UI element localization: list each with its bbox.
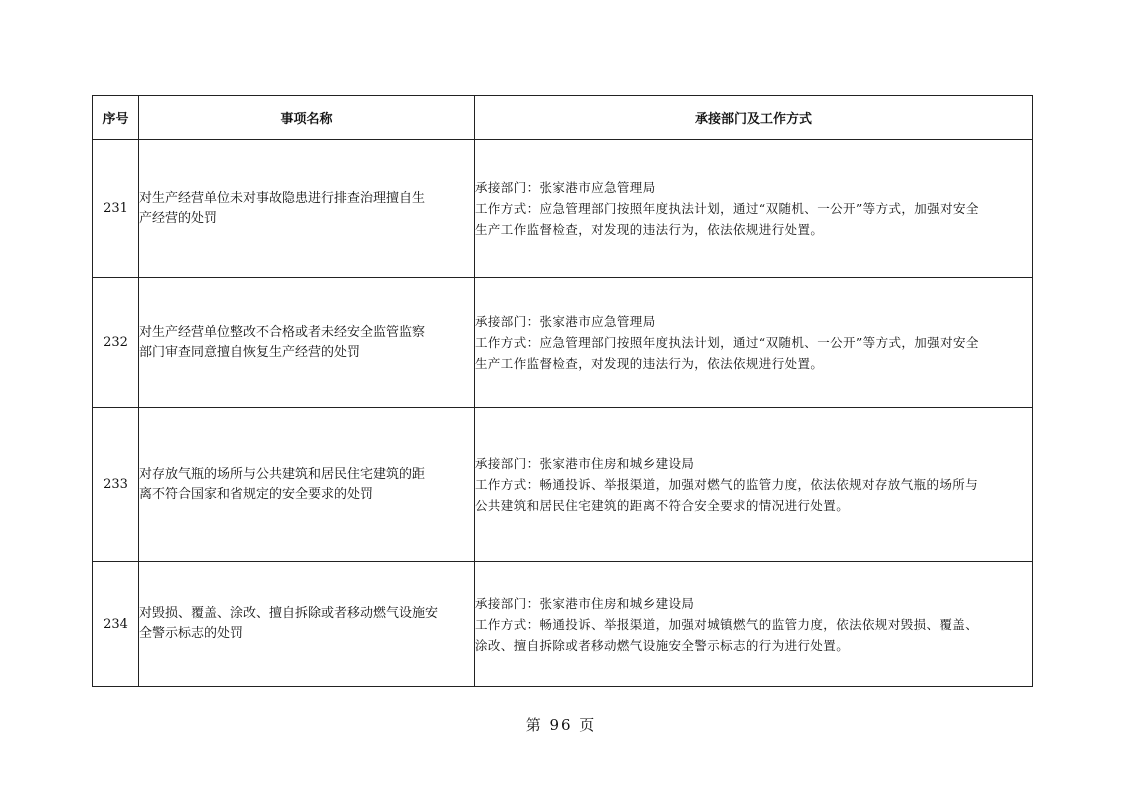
row-department-method: [475, 562, 1033, 687]
row-department-method: [475, 140, 1033, 278]
item-name-line: 全警示标志的处罚: [139, 626, 244, 641]
item-name-line: 对生产经营单位未对事故隐患进行排查治理擅自生: [139, 190, 426, 206]
method-line: 工作方式：畅通投诉、举报渠道，加强对燃气的监管力度，依法依规对存放气瓶的场所与: [475, 477, 979, 492]
row-item-name: [139, 562, 475, 687]
row-department-method: [475, 408, 1033, 562]
row-index: 232: [93, 278, 139, 408]
department-line: 承接部门：张家港市应急管理局: [475, 314, 656, 329]
service-items-table: [92, 95, 1033, 687]
item-name-line: 对生产经营单位整改不合格或者未经安全监管监察: [139, 324, 426, 340]
department-line: 承接部门：张家港市住房和城乡建设局: [475, 456, 695, 471]
row-item-name: [139, 140, 475, 278]
header-index: 序号: [93, 96, 139, 140]
table-row: [93, 140, 1033, 278]
table-row: [93, 408, 1033, 562]
method-line: 生产工作监督检查，对发现的违法行为，依法依规进行处置。: [475, 356, 824, 371]
item-name-line: 部门审查同意擅自恢复生产经营的处罚: [139, 344, 361, 360]
department-line: 承接部门：张家港市应急管理局: [475, 180, 656, 195]
row-index: 233: [93, 408, 139, 562]
row-index: 234: [93, 562, 139, 687]
department-line: 承接部门：张家港市住房和城乡建设局: [475, 595, 695, 611]
table-row: [93, 562, 1033, 687]
row-index: 231: [93, 140, 139, 278]
header-item-name: 事项名称: [139, 96, 475, 140]
method-line: 工作方式：畅通投诉、举报渠道，加强对城镇燃气的监管力度，依法依规对毁损、覆盖、: [475, 616, 979, 632]
method-line: 工作方式：应急管理部门按照年度执法计划，通过“双随机、一公开”等方式，加强对安全: [475, 201, 979, 216]
item-name-line: 离不符合国家和省规定的安全要求的处罚: [139, 486, 374, 502]
row-item-name: [139, 278, 475, 408]
row-item-name: [139, 408, 475, 562]
header-department-method: 承接部门及工作方式: [475, 96, 1033, 140]
method-line: 涂改、擅自拆除或者移动燃气设施安全警示标志的行为进行处置。: [475, 637, 850, 653]
method-line: 生产工作监督检查，对发现的违法行为，依法依规进行处置。: [475, 222, 824, 237]
item-name-line: 产经营的处罚: [139, 210, 218, 226]
item-name-line: 对毁损、覆盖、涂改、擅自拆除或者移动燃气设施安: [139, 606, 439, 621]
page-number: 第 96 页: [525, 716, 597, 734]
table-row: [93, 278, 1033, 408]
row-department-method: [475, 278, 1033, 408]
item-name-line: 对存放气瓶的场所与公共建筑和居民住宅建筑的距: [139, 466, 426, 482]
method-line: 工作方式：应急管理部门按照年度执法计划，通过“双随机、一公开”等方式，加强对安全: [475, 335, 979, 350]
table-header-row: [93, 96, 1033, 140]
method-line: 公共建筑和居民住宅建筑的距离不符合安全要求的情况进行处置。: [475, 498, 850, 513]
